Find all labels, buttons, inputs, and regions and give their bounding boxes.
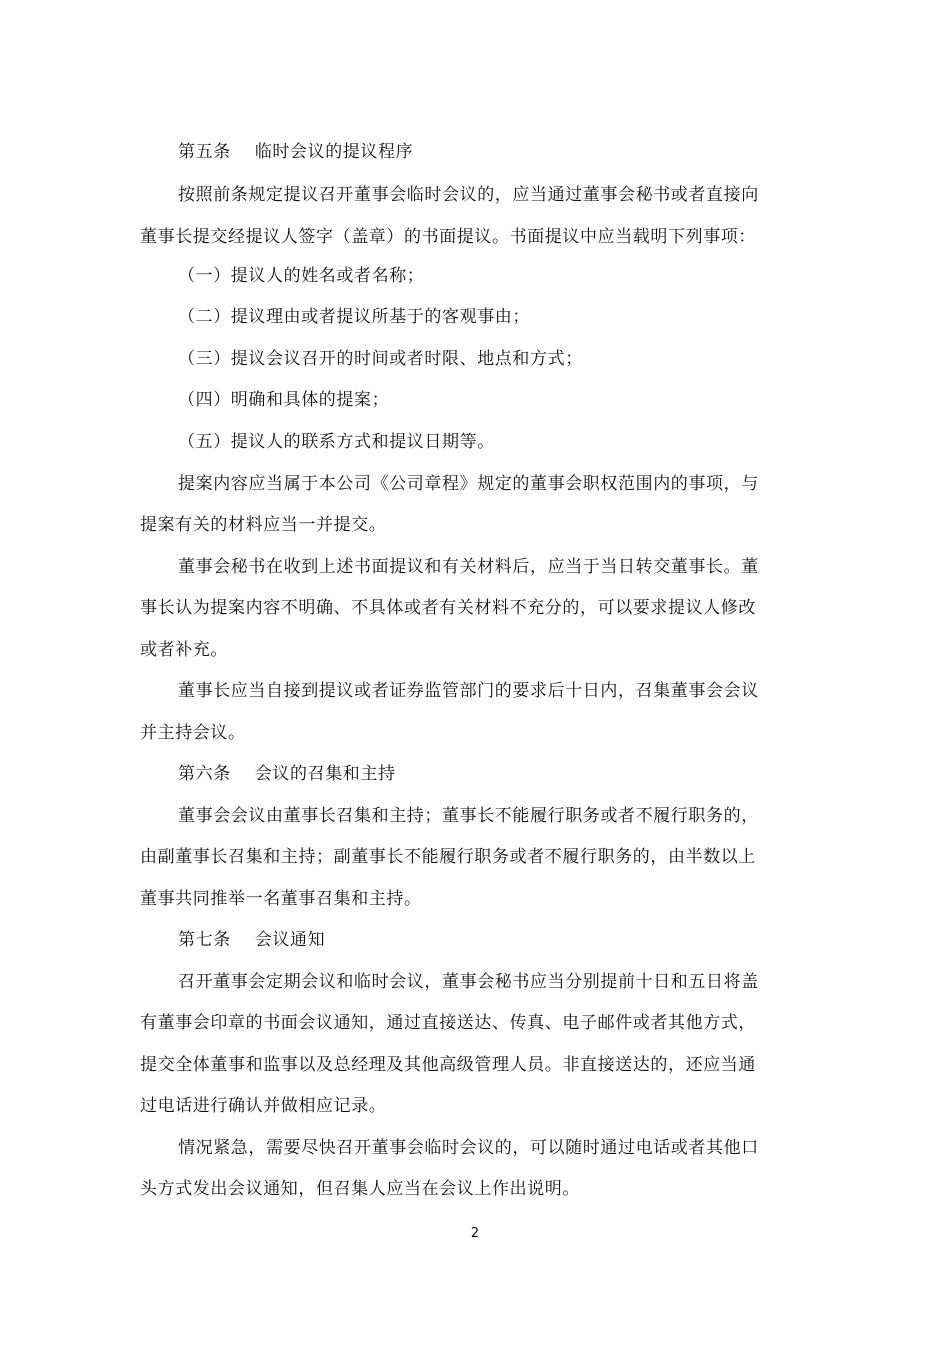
article-title: 临时会议的提议程序 <box>254 142 414 162</box>
article-number: 第七条 <box>178 930 231 950</box>
paragraph-line: 事长认为提案内容不明确、不具体或者有关材料不充分的，可以要求提议人修改 <box>140 598 756 618</box>
paragraph-line: 头方式发出会议通知，但召集人应当在会议上作出说明。 <box>140 1179 580 1199</box>
paragraph-line: 有董事会印章的书面会议通知，通过直接送达、传真、电子邮件或者其他方式， <box>140 1013 756 1033</box>
list-item: （二）提议理由或者提议所基于的客观事由； <box>178 307 530 327</box>
paragraph-line: 并主持会议。 <box>140 723 246 743</box>
paragraph-line: 过电话进行确认并做相应记录。 <box>140 1096 387 1116</box>
paragraph-line: 董事会秘书在收到上述书面提议和有关材料后，应当于当日转交董事长。董 <box>178 557 759 577</box>
paragraph-line: 召开董事会定期会议和临时会议，董事会秘书应当分别提前十日和五日将盖 <box>178 972 759 992</box>
list-item: （一）提议人的姓名或者名称； <box>178 266 425 286</box>
article-7-heading <box>178 929 325 951</box>
paragraph-line: 提案有关的材料应当一并提交。 <box>140 515 387 535</box>
paragraph-line: 提交全体董事和监事以及总经理及其他高级管理人员。非直接送达的，还应当通 <box>140 1055 756 1075</box>
paragraph-line: 由副董事长召集和主持；副董事长不能履行职务或者不履行职务的，由半数以上 <box>140 847 756 867</box>
article-title: 会议的召集和主持 <box>254 764 396 784</box>
paragraph-line: 董事长提交经提议人签字（盖章）的书面提议。书面提议中应当载明下列事项： <box>140 227 756 247</box>
paragraph-line: 董事长应当自接到提议或者证券监管部门的要求后十日内，召集董事会会议 <box>178 681 759 701</box>
paragraph-line: 情况紧急，需要尽快召开董事会临时会议的，可以随时通过电话或者其他口 <box>178 1138 759 1158</box>
paragraph-line: 董事共同推举一名董事召集和主持。 <box>140 889 422 909</box>
paragraph-line: 董事会会议由董事长召集和主持；董事长不能履行职务或者不履行职务的， <box>178 806 759 826</box>
article-5-heading <box>178 141 413 163</box>
article-title: 会议通知 <box>254 930 326 950</box>
paragraph-line: 或者补充。 <box>140 640 228 660</box>
list-item: （三）提议会议召开的时间或者时限、地点和方式； <box>178 349 583 369</box>
list-item: （五）提议人的联系方式和提议日期等。 <box>178 432 495 452</box>
article-number: 第六条 <box>178 764 231 784</box>
paragraph-line: 提案内容应当属于本公司《公司章程》规定的董事会职权范围内的事项，与 <box>178 474 759 494</box>
article-6-heading <box>178 763 396 785</box>
article-number: 第五条 <box>178 142 231 162</box>
list-item: （四）明确和具体的提案； <box>178 390 390 410</box>
paragraph-line: 按照前条规定提议召开董事会临时会议的，应当通过董事会秘书或者直接向 <box>178 185 759 205</box>
page-number: 2 <box>470 1226 480 1241</box>
